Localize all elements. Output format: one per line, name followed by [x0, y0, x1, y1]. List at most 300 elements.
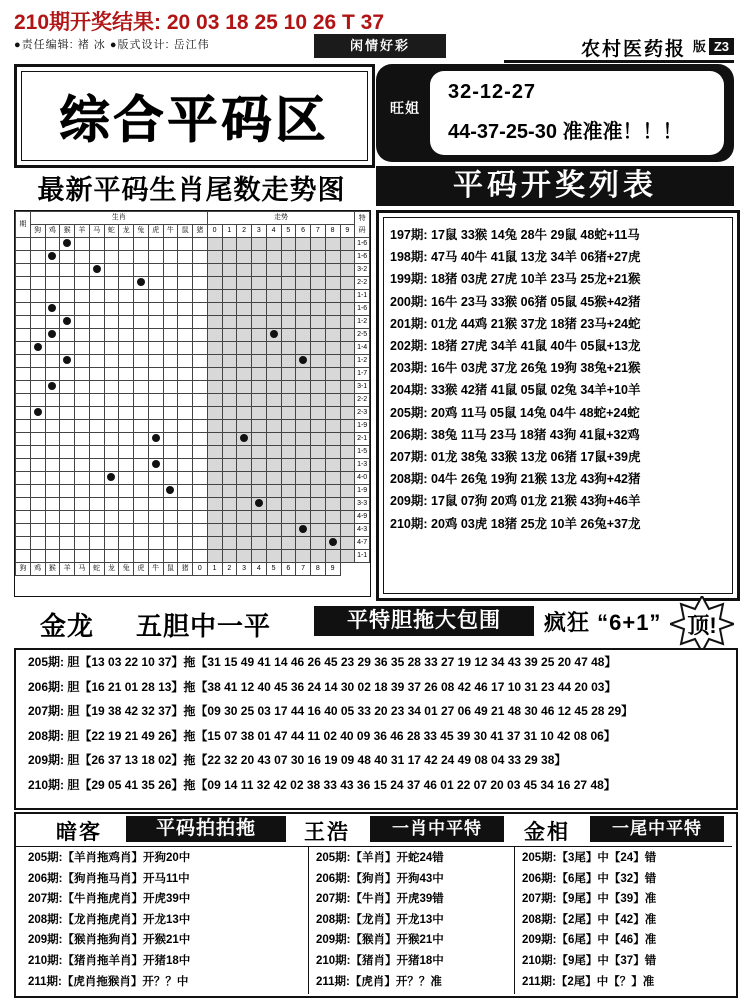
trend-cell-zodiac	[60, 303, 75, 316]
trend-cell-trend	[207, 290, 222, 303]
trend-tail-label: 1-3	[355, 459, 370, 472]
trend-cell-zodiac	[134, 511, 149, 524]
trend-cell-trend	[266, 368, 281, 381]
trend-cell-zodiac	[89, 498, 104, 511]
trend-col-head: 7	[296, 563, 311, 576]
trend-cell-trend	[207, 277, 222, 290]
trend-cell-trend	[237, 251, 252, 264]
trend-cell-zodiac	[75, 498, 90, 511]
results-box	[376, 210, 740, 601]
trend-row-index	[16, 420, 31, 433]
dan-tuo-line: 209期: 胆【26 37 13 18 02】拖【22 32 20 43 07 30 16 19 09 48 40 31 17 42 24 49 08 04 33 29 38】	[28, 753, 567, 767]
trend-cell-zodiac	[104, 550, 119, 563]
trend-cell-trend	[266, 316, 281, 329]
trend-cell-zodiac	[119, 459, 134, 472]
trend-cell-zodiac	[60, 238, 75, 251]
trend-cell-zodiac	[75, 381, 90, 394]
dan-tuo-line: 208期: 胆【22 19 21 49 26】拖【15 07 38 01 47 44 11 02 40 09 36 46 28 33 45 39 30 41 37 31 10 42 08 06】	[28, 728, 616, 743]
trend-cell-zodiac	[119, 251, 134, 264]
trend-cell-zodiac	[75, 511, 90, 524]
trend-cell-zodiac	[30, 485, 45, 498]
trend-cell-trend	[281, 329, 296, 342]
trend-cell-zodiac	[119, 394, 134, 407]
draw-headline: 210期开奖结果: 20 03 18 25 10 26 T 37	[14, 11, 385, 34]
trend-cell-zodiac	[104, 472, 119, 485]
trend-cell-zodiac	[60, 446, 75, 459]
trend-cell-trend	[340, 329, 355, 342]
trend-cell-trend	[222, 381, 237, 394]
trend-cell-zodiac	[30, 550, 45, 563]
col1-lines	[28, 848, 306, 992]
trend-cell-zodiac	[148, 394, 163, 407]
trend-row	[16, 368, 370, 381]
trend-cell-zodiac	[75, 290, 90, 303]
trend-zodiac-head: 兔	[134, 225, 149, 238]
trend-cell-trend	[266, 472, 281, 485]
trend-cell-zodiac	[193, 381, 208, 394]
trend-cell-zodiac	[104, 459, 119, 472]
results-list	[383, 217, 733, 594]
trend-cell-trend	[222, 251, 237, 264]
trend-cell-zodiac	[119, 264, 134, 277]
trend-cell-zodiac	[163, 238, 178, 251]
trend-cell-zodiac	[163, 303, 178, 316]
trend-dot	[329, 538, 337, 546]
trend-tail-label: 1-6	[355, 238, 370, 251]
trend-cell-trend	[222, 433, 237, 446]
trend-tail-label: 3-3	[355, 498, 370, 511]
trend-cell-trend	[207, 368, 222, 381]
result-line: 198期: 47马 40牛 41鼠 13龙 34羊 06猪+27虎	[390, 250, 641, 265]
trend-cell-trend	[325, 407, 340, 420]
trend-cell-trend	[207, 446, 222, 459]
banner-brand: 金龙	[40, 611, 95, 641]
trend-cell-zodiac	[134, 550, 149, 563]
trend-cell-zodiac	[134, 342, 149, 355]
trend-cell-zodiac	[148, 303, 163, 316]
trend-cell-trend	[281, 290, 296, 303]
trend-cell-zodiac	[75, 420, 90, 433]
trend-cell-trend	[222, 355, 237, 368]
trend-cell-trend	[281, 381, 296, 394]
trend-cell-zodiac	[60, 381, 75, 394]
trend-cell-trend	[311, 238, 326, 251]
trend-cell-trend	[266, 277, 281, 290]
trend-cell-zodiac	[45, 420, 60, 433]
trend-cell-zodiac	[60, 550, 75, 563]
trend-cell-trend	[266, 459, 281, 472]
trend-cell-trend	[222, 303, 237, 316]
trend-cell-zodiac	[163, 420, 178, 433]
dan-tuo-box	[14, 648, 738, 810]
trend-dot	[93, 265, 101, 273]
trend-cell-trend	[252, 394, 267, 407]
trend-cell-trend	[296, 303, 311, 316]
trend-cell-zodiac	[45, 368, 60, 381]
trend-cell-zodiac	[104, 537, 119, 550]
trend-cell-zodiac	[104, 264, 119, 277]
trend-row-index	[16, 511, 31, 524]
trend-cell-trend	[266, 446, 281, 459]
trend-dot	[255, 499, 263, 507]
trend-dot	[240, 434, 248, 442]
trend-cell-zodiac	[119, 485, 134, 498]
masthead-bar	[14, 34, 734, 60]
trend-cell-trend	[325, 381, 340, 394]
trend-cell-zodiac	[30, 524, 45, 537]
trend-zodiac-head: 蛇	[104, 225, 119, 238]
trend-cell-zodiac	[75, 485, 90, 498]
column-divider-2	[514, 846, 515, 994]
trend-cell-zodiac	[104, 238, 119, 251]
prediction-line: 207期:【牛肖拖虎肖】开虎39中	[28, 893, 191, 906]
tip-line-1: 32-12-27	[448, 81, 537, 103]
trend-cell-zodiac	[193, 524, 208, 537]
trend-cell-zodiac	[178, 446, 193, 459]
trend-zodiac-head: 马	[89, 225, 104, 238]
trend-dot	[34, 343, 42, 351]
trend-cell-zodiac	[119, 238, 134, 251]
trend-cell-trend	[311, 277, 326, 290]
trend-cell-trend	[340, 381, 355, 394]
trend-cell-trend	[296, 368, 311, 381]
trend-cell-zodiac	[148, 472, 163, 485]
trend-cell-trend	[252, 368, 267, 381]
trend-cell-trend	[325, 550, 340, 563]
trend-cell-trend	[281, 446, 296, 459]
trend-cell-trend	[222, 537, 237, 550]
trend-cell-zodiac	[60, 277, 75, 290]
trend-cell-zodiac	[89, 342, 104, 355]
tip-bubble	[430, 71, 724, 155]
trend-cell-zodiac	[163, 329, 178, 342]
trend-cell-zodiac	[119, 355, 134, 368]
trend-cell-trend	[340, 537, 355, 550]
trend-cell-zodiac	[148, 368, 163, 381]
trend-cell-trend	[340, 459, 355, 472]
result-line: 201期: 01龙 44鸡 21猴 37龙 18猪 23马+24蛇	[390, 316, 641, 331]
trend-cell-trend	[207, 472, 222, 485]
prediction-line: 208期:【2尾】中【42】准	[522, 913, 657, 926]
trend-cell-zodiac	[163, 550, 178, 563]
trend-cell-zodiac	[104, 251, 119, 264]
trend-zodiac-head: 鸡	[45, 225, 60, 238]
trend-tail-label: 2-3	[355, 407, 370, 420]
trend-cell-zodiac	[89, 394, 104, 407]
trend-cell-trend	[281, 342, 296, 355]
trend-cell-trend	[311, 316, 326, 329]
trend-cell-trend	[311, 446, 326, 459]
trend-cell-zodiac	[104, 342, 119, 355]
trend-cell-zodiac	[45, 394, 60, 407]
trend-zodiac-head: 龙	[104, 563, 119, 576]
star-badge	[670, 596, 734, 652]
trend-cell-zodiac	[75, 459, 90, 472]
trend-cell-zodiac	[30, 238, 45, 251]
prediction-line: 211期:【虎肖拖猴肖】开？？中	[28, 975, 189, 988]
trend-tail-label: 1-7	[355, 368, 370, 381]
trend-cell-trend	[296, 251, 311, 264]
trend-cell-zodiac	[89, 316, 104, 329]
bottom-columns	[14, 812, 738, 998]
trend-cell-zodiac	[119, 446, 134, 459]
prediction-line: 211期:【虎肖】开？？准	[316, 975, 442, 988]
trend-cell-trend	[281, 394, 296, 407]
trend-cell-trend	[237, 316, 252, 329]
trend-cell-zodiac	[30, 446, 45, 459]
trend-cell-trend	[296, 407, 311, 420]
trend-cell-zodiac	[178, 342, 193, 355]
trend-cell-zodiac	[134, 277, 149, 290]
trend-cell-zodiac	[119, 433, 134, 446]
prediction-line: 206期:【6尾】中【32】错	[522, 872, 657, 885]
trend-cell-trend	[340, 303, 355, 316]
trend-cell-trend	[207, 342, 222, 355]
trend-cell-trend	[237, 420, 252, 433]
trend-cell-zodiac	[134, 368, 149, 381]
trend-zodiac-head: 虎	[148, 225, 163, 238]
trend-cell-trend	[340, 368, 355, 381]
trend-tail-label: 1-1	[355, 290, 370, 303]
trend-cell-trend	[266, 381, 281, 394]
trend-cell-trend	[325, 472, 340, 485]
trend-cell-zodiac	[45, 342, 60, 355]
trend-cell-zodiac	[148, 524, 163, 537]
trend-cell-zodiac	[178, 316, 193, 329]
trend-cell-trend	[340, 433, 355, 446]
prediction-line: 209期:【6尾】中【46】准	[522, 934, 657, 947]
trend-cell-trend	[296, 381, 311, 394]
trend-row-index	[16, 407, 31, 420]
trend-row-index	[16, 251, 31, 264]
trend-cell-zodiac	[148, 251, 163, 264]
trend-tail-label: 1-9	[355, 485, 370, 498]
trend-cell-zodiac	[178, 459, 193, 472]
trend-cell-trend	[311, 511, 326, 524]
trend-cell-trend	[340, 264, 355, 277]
trend-cell-trend	[296, 290, 311, 303]
trend-cell-trend	[266, 355, 281, 368]
trend-cell-zodiac	[30, 316, 45, 329]
trend-col-head: 9	[340, 225, 355, 238]
trend-row	[16, 524, 370, 537]
trend-cell-trend	[252, 238, 267, 251]
trend-cell-zodiac	[30, 368, 45, 381]
trend-cell-zodiac	[178, 407, 193, 420]
result-line: 204期: 33猴 42猪 41鼠 05鼠 02兔 34羊+10羊	[390, 383, 641, 398]
trend-cell-zodiac	[60, 537, 75, 550]
trend-cell-zodiac	[104, 485, 119, 498]
result-line: 208期: 04牛 26兔 19狗 21猴 13龙 43狗+42猪	[390, 472, 641, 487]
trend-row	[16, 342, 370, 355]
result-line: 209期: 17鼠 07狗 20鸡 01龙 21猴 43狗+46羊	[390, 494, 641, 509]
trend-cell-zodiac	[134, 420, 149, 433]
trend-cell-trend	[252, 498, 267, 511]
trend-cell-trend	[222, 420, 237, 433]
trend-cell-trend	[281, 511, 296, 524]
trend-cell-trend	[296, 511, 311, 524]
result-line: 199期: 18猪 03虎 27虎 10羊 23马 25龙+21猴	[390, 272, 641, 287]
trend-cell-trend	[207, 537, 222, 550]
trend-row	[16, 446, 370, 459]
main-title-box	[14, 64, 375, 168]
trend-cell-zodiac	[60, 433, 75, 446]
trend-cell-zodiac	[30, 342, 45, 355]
trend-cell-zodiac	[104, 381, 119, 394]
trend-cell-trend	[296, 472, 311, 485]
trend-tail-label: 3-1	[355, 381, 370, 394]
trend-cell-zodiac	[193, 342, 208, 355]
trend-cell-zodiac	[119, 277, 134, 290]
result-line: 203期: 16牛 03虎 37龙 26兔 19狗 38兔+21猴	[390, 361, 641, 376]
main-title-inner	[21, 71, 368, 161]
trend-cell-zodiac	[89, 446, 104, 459]
trend-tail-label: 1-5	[355, 446, 370, 459]
trend-row-index	[16, 498, 31, 511]
trend-cell-trend	[281, 277, 296, 290]
trend-cell-zodiac	[75, 355, 90, 368]
trend-cell-zodiac	[75, 368, 90, 381]
trend-cell-trend	[237, 394, 252, 407]
trend-cell-zodiac	[134, 446, 149, 459]
trend-cell-trend	[325, 342, 340, 355]
trend-dot	[299, 356, 307, 364]
trend-cell-zodiac	[104, 498, 119, 511]
trend-cell-zodiac	[30, 329, 45, 342]
trend-cell-zodiac	[75, 537, 90, 550]
trend-cell-zodiac	[45, 511, 60, 524]
result-line: 200期: 16牛 23马 33猴 06猪 05鼠 45猴+42猪	[390, 294, 641, 309]
trend-cell-zodiac	[193, 446, 208, 459]
promo-banner	[14, 602, 734, 646]
trend-cell-zodiac	[163, 511, 178, 524]
trend-cell-zodiac	[89, 485, 104, 498]
trend-cell-trend	[281, 537, 296, 550]
prediction-line: 209期:【猴肖】开猴21中	[316, 934, 444, 947]
trend-cell-trend	[325, 524, 340, 537]
trend-cell-zodiac	[148, 550, 163, 563]
trend-cell-zodiac	[45, 355, 60, 368]
trend-tail-label: 1-2	[355, 316, 370, 329]
tip-line-2: 44-37-25-30 准准准！！！	[448, 121, 683, 143]
trend-cell-zodiac	[148, 316, 163, 329]
trend-cell-trend	[281, 303, 296, 316]
trend-zodiac-head: 猪	[193, 225, 208, 238]
trend-col-head: 3	[237, 563, 252, 576]
trend-zodiac-head: 牛	[163, 225, 178, 238]
trend-cell-zodiac	[178, 277, 193, 290]
trend-cell-trend	[237, 277, 252, 290]
trend-cell-trend	[325, 264, 340, 277]
col2-author: 王浩	[304, 821, 350, 844]
trend-cell-zodiac	[193, 511, 208, 524]
trend-row-index	[16, 381, 31, 394]
trend-cell-zodiac	[178, 472, 193, 485]
col3-lines	[522, 848, 730, 992]
trend-cell-zodiac	[178, 485, 193, 498]
trend-cell-zodiac	[163, 368, 178, 381]
trend-cell-zodiac	[45, 290, 60, 303]
trend-cell-zodiac	[45, 277, 60, 290]
trend-cell-zodiac	[104, 329, 119, 342]
trend-zodiac-head: 羊	[60, 563, 75, 576]
trend-cell-trend	[311, 355, 326, 368]
result-line: 197期: 17鼠 33猴 14兔 28牛 29鼠 48蛇+11马	[390, 228, 640, 242]
trend-cell-trend	[311, 394, 326, 407]
trend-cell-zodiac	[134, 537, 149, 550]
trend-cell-trend	[340, 251, 355, 264]
trend-row-index	[16, 303, 31, 316]
trend-cell-trend	[296, 537, 311, 550]
trend-cell-zodiac	[119, 407, 134, 420]
trend-cell-trend	[252, 472, 267, 485]
trend-cell-trend	[311, 381, 326, 394]
trend-cell-trend	[237, 264, 252, 277]
trend-cell-trend	[266, 251, 281, 264]
trend-cell-zodiac	[75, 433, 90, 446]
trend-tail-label: 1-4	[355, 342, 370, 355]
trend-cell-zodiac	[134, 459, 149, 472]
trend-cell-trend	[325, 459, 340, 472]
trend-row	[16, 550, 370, 563]
trend-cell-trend	[266, 329, 281, 342]
trend-zodiac-head: 蛇	[89, 563, 104, 576]
trend-tail-label: 4-9	[355, 511, 370, 524]
trend-cell-zodiac	[119, 420, 134, 433]
trend-tail-label: 1-1	[355, 550, 370, 563]
trend-row-index	[16, 329, 31, 342]
trend-cell-trend	[207, 524, 222, 537]
trend-cell-zodiac	[163, 394, 178, 407]
trend-cell-zodiac	[193, 251, 208, 264]
trend-cell-trend	[207, 420, 222, 433]
result-line: 210期: 20鸡 03虎 18猪 25龙 10羊 26兔+37龙	[390, 516, 641, 531]
trend-dot	[48, 330, 56, 338]
trend-cell-trend	[311, 329, 326, 342]
trend-cell-zodiac	[148, 485, 163, 498]
trend-col-head: 2	[237, 225, 252, 238]
trend-cell-trend	[222, 329, 237, 342]
trend-cell-trend	[296, 446, 311, 459]
trend-cell-trend	[222, 368, 237, 381]
trend-row	[16, 264, 370, 277]
trend-cell-zodiac	[119, 342, 134, 355]
trend-zodiac-head: 猴	[45, 563, 60, 576]
trend-cell-zodiac	[193, 498, 208, 511]
trend-cell-zodiac	[119, 290, 134, 303]
trend-cell-trend	[207, 498, 222, 511]
trend-cell-zodiac	[119, 498, 134, 511]
trend-cell-trend	[325, 368, 340, 381]
trend-cell-trend	[266, 485, 281, 498]
trend-cell-trend	[296, 329, 311, 342]
trend-col-head: 9	[325, 563, 340, 576]
trend-cell-trend	[222, 290, 237, 303]
page-title: 综合平码区	[59, 91, 330, 149]
trend-dot	[270, 330, 278, 338]
trend-col-head: 6	[296, 225, 311, 238]
trend-cell-zodiac	[30, 537, 45, 550]
trend-cell-zodiac	[104, 303, 119, 316]
trend-cell-zodiac	[148, 407, 163, 420]
trend-cell-zodiac	[75, 394, 90, 407]
trend-cell-trend	[311, 498, 326, 511]
trend-cell-trend	[252, 277, 267, 290]
trend-cell-zodiac	[89, 264, 104, 277]
trend-cell-trend	[252, 355, 267, 368]
trend-cell-trend	[222, 394, 237, 407]
trend-cell-trend	[340, 394, 355, 407]
